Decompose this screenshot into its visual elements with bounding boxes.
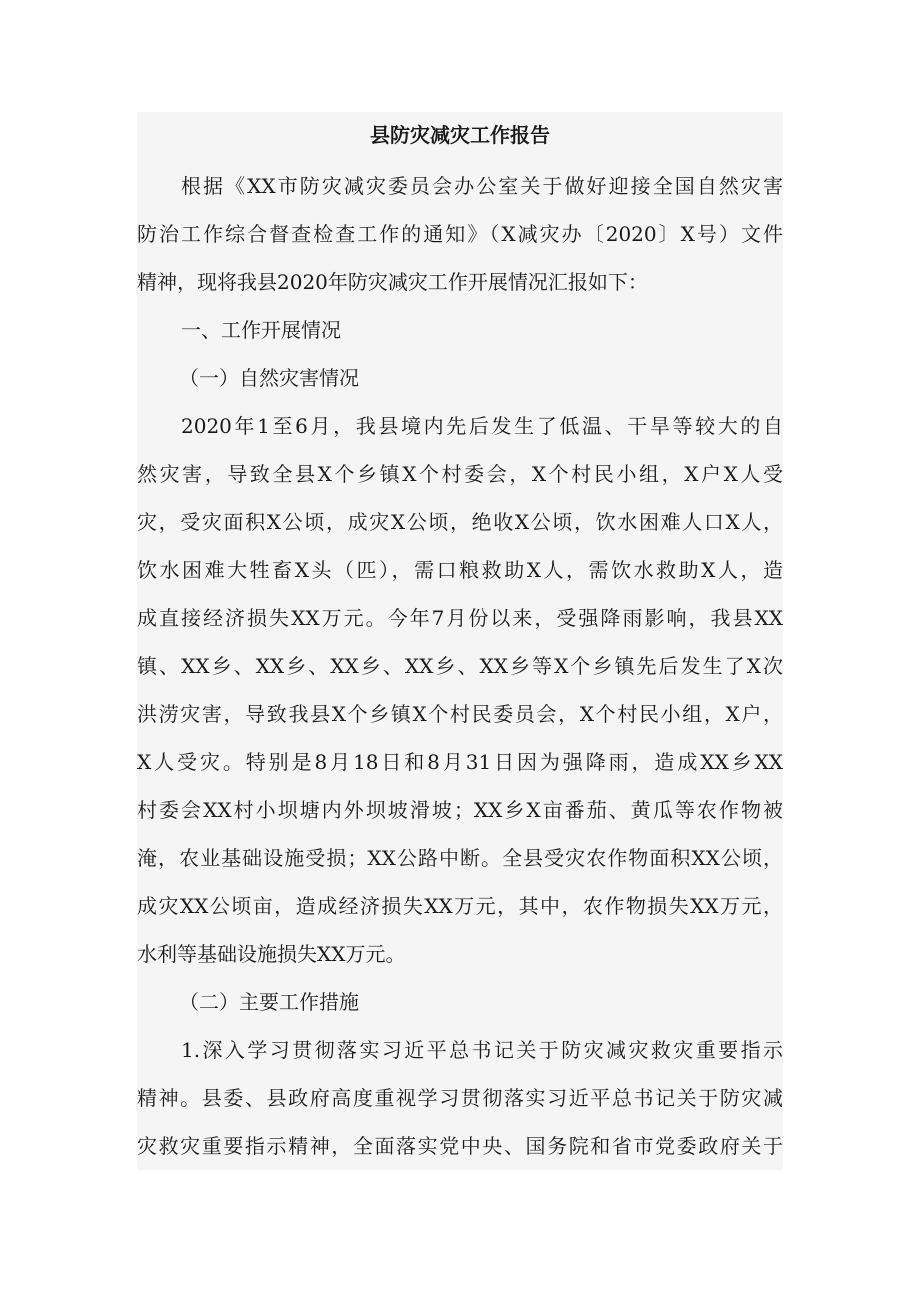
paragraph-line: X人受灾。特别是8月18日和8月31日因为强降雨，造成XX乡XX [137, 750, 783, 774]
paragraph-line: 灾救灾重要指示精神，全面落实党中央、国务院和省市党委政府关于 [137, 1134, 783, 1158]
paragraph-line: 淹，农业基础设施受损；XX公路中断。全县受灾农作物面积XX公顷， [137, 846, 783, 870]
paragraph-line: 精神。县委、县政府高度重视学习贯彻落实习近平总书记关于防灾减 [137, 1086, 783, 1110]
paragraph-line: 根据《XX市防灾减灾委员会办公室关于做好迎接全国自然灾害 [181, 174, 783, 198]
paragraph-line: 成直接经济损失XX万元。今年7月份以来，受强降雨影响，我县XX [137, 606, 783, 630]
paragraph-line: 村委会XX村小坝塘内外坝坡滑坡；XX乡X亩番茄、黄瓜等农作物被 [137, 798, 783, 822]
paragraph-line: 2020年1至6月，我县境内先后发生了低温、干旱等较大的自 [181, 414, 783, 438]
subsection-heading: （一）自然灾害情况 [179, 366, 359, 390]
section-heading: 一、工作开展情况 [181, 318, 341, 342]
paragraph-line: 防治工作综合督查检查工作的通知》（X减灾办〔2020〕X号）文件 [137, 222, 783, 246]
document-title: 县防灾减灾工作报告 [370, 123, 550, 147]
subsection-heading: （二）主要工作措施 [179, 990, 359, 1014]
paragraph-line: 灾，受灾面积X公顷，成灾X公顷，绝收X公顷，饮水困难人口X人， [137, 510, 783, 534]
paragraph-line: 水利等基础设施损失XX万元。 [137, 942, 406, 966]
paragraph-line: 饮水困难大牲畜X头（匹），需口粮救助X人，需饮水救助X人，造 [137, 558, 783, 582]
paragraph-line: 镇、XX乡、XX乡、XX乡、XX乡、XX乡等X个乡镇先后发生了X次 [137, 654, 783, 678]
paragraph-line: 然灾害，导致全县X个乡镇X个村委会，X个村民小组，X户X人受 [137, 462, 783, 486]
paragraph-line: 1.深入学习贯彻落实习近平总书记关于防灾减灾救灾重要指示 [181, 1038, 783, 1062]
paragraph-line: 洪涝灾害，导致我县X个乡镇X个村民委员会，X个村民小组，X户， [137, 702, 783, 726]
paragraph-line: 成灾XX公顷亩，造成经济损失XX万元，其中，农作物损失XX万元， [137, 894, 783, 918]
paragraph-line: 精神，现将我县2020年防灾减灾工作开展情况汇报如下： [137, 270, 648, 294]
